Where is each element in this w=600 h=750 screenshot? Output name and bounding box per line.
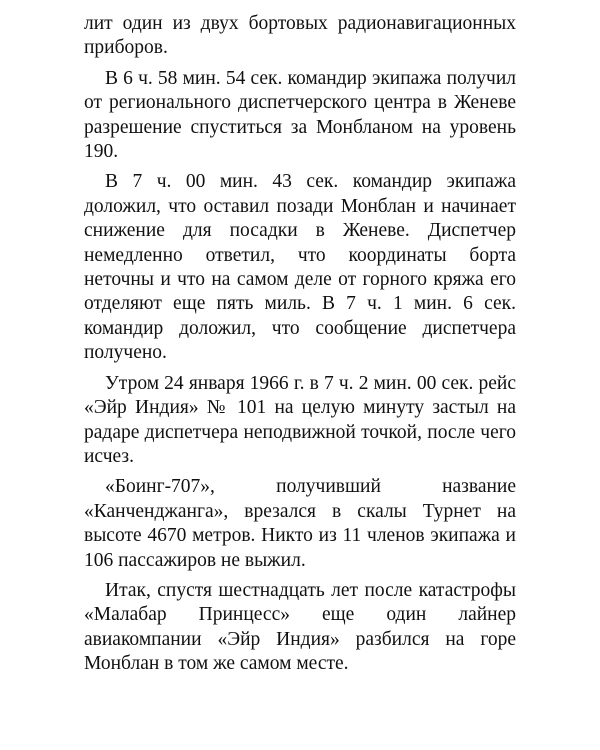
paragraph-radar-disappearance: Утром 24 января 1966 г. в 7 ч. 2 мин. 00 сек. рейс «Эйр Индия» № 101 на целую минуту застыл на радаре диспетчера неподвижной точкой, после чего исчез. [84,372,516,467]
paragraph-continued: лит один из двух бортовых радионавигационных приборов. [84,13,516,59]
paragraph-crash: «Боинг-707», получивший название «Канченджанга», врезался в скалы Турнет на высоте 4670 метров. Никто из 11 членов экипажа и 106 пассажиров не выжил. [84,476,516,571]
text-column [84,12,516,683]
paragraph-descent-clearance: В 6 ч. 58 мин. 54 сек. командир экипажа получил от регионального диспетчерского центра в Женеве разрешение спуститься за Монбланом на уровень 190. [84,67,516,163]
paragraph-commander-report: В 7 ч. 00 мин. 43 сек. командир экипажа доложил, что оставил позади Монблан и начинает снижение для посадки в Женеве. Диспетчер немедленно ответил, что координаты борта неточны и что на самом деле от горного кряжа его отделяют еще пять миль. В 7 ч. 1 мин. 6 сек. командир доложил, что сообщение диспетчера получено. [84,171,516,364]
paragraph-conclusion: Итак, спустя шестнадцать лет после катастрофы «Малабар Принцесс» еще один лайнер авиакомпании «Эйр Индия» разбился на горе Монблан в том же самом месте. [84,579,516,675]
